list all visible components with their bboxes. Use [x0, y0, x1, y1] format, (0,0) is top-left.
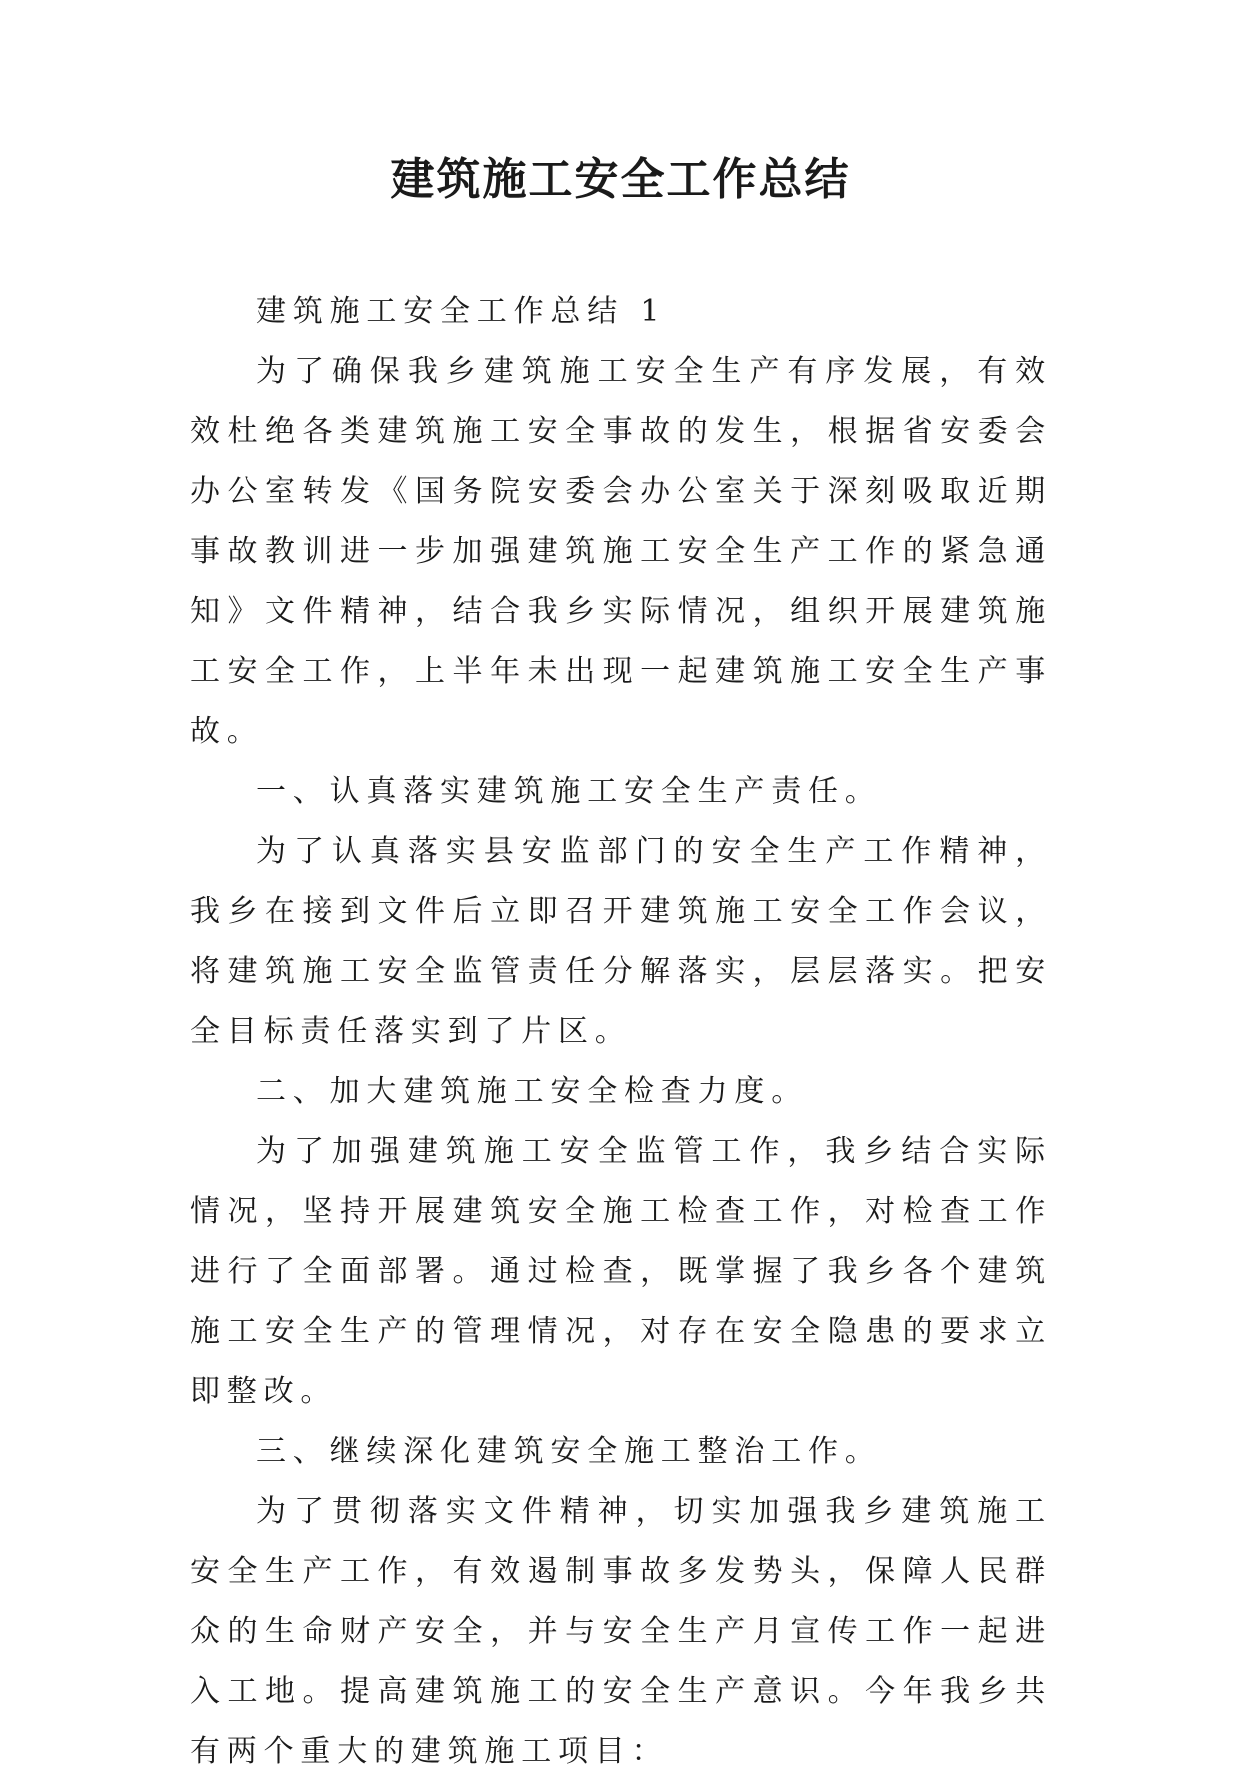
paragraph-section-1: 为了认真落实县安监部门的安全生产工作精神，我乡在接到文件后立即召开建筑施工安全工作会议，将建筑施工安全监管责任分解落实，层层落实。把安全目标责任落实到了片区。	[190, 834, 1052, 1049]
paragraph-section-3: 为了贯彻落实文件精神，切实加强我乡建筑施工安全生产工作，有效遏制事故多发势头，保障人民群众的生命财产安全，并与安全生产月宣传工作一起进入工地。提高建筑施工的安全生产意识。今年我乡共有两个重大的建筑施工项目：	[190, 1494, 1052, 1769]
paragraph-intro: 为了确保我乡建筑施工安全生产有序发展，有效效杜绝各类建筑施工安全事故的发生，根据省安委会办公室转发《国务院安委会办公室关于深刻吸取近期事故教训进一步加强建筑施工安全生产工作的紧急通知》文件精神，结合我乡实际情况，组织开展建筑施工安全工作，上半年未出现一起建筑施工安全生产事故。	[190, 354, 1052, 749]
section-heading-2: 二、加大建筑施工安全检查力度。	[256, 1074, 808, 1109]
paragraph-section-2: 为了加强建筑施工安全监管工作，我乡结合实际情况，坚持开展建筑安全施工检查工作，对检查工作进行了全面部署。通过检查，既掌握了我乡各个建筑施工安全生产的管理情况，对存在安全隐患的要求立即整改。	[190, 1134, 1052, 1409]
document-body	[190, 282, 1052, 1782]
paragraph-subtitle: 建筑施工安全工作总结 1	[256, 294, 667, 329]
section-heading-3: 三、继续深化建筑安全施工整治工作。	[256, 1434, 882, 1469]
section-heading-1: 一、认真落实建筑施工安全生产责任。	[256, 774, 882, 809]
document-title: 建筑施工安全工作总结	[390, 154, 851, 205]
